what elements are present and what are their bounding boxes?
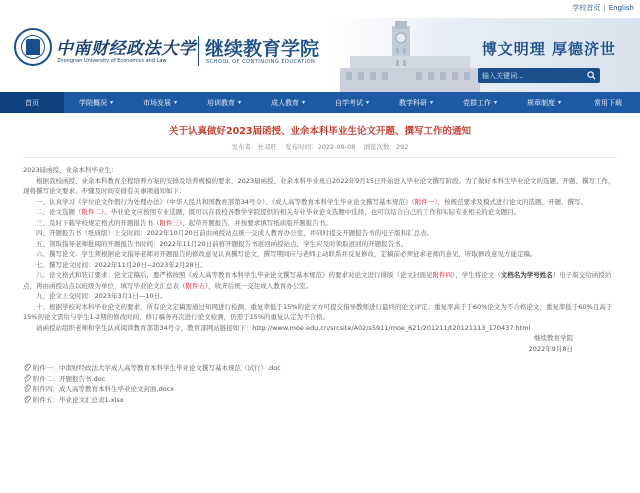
nav-label: 市场发展 <box>142 98 171 107</box>
university-seal-icon[interactable] <box>14 28 52 66</box>
paragraph-6: 六、撰写论文：学生须根据论文指导老师对开题报告的修改意见认真撰写论文，撰写期间应与老师主动联系并反复修改，定稿前必须征求老师的意见，听取修改意见方能定稿。 <box>36 250 537 258</box>
attachment-item[interactable] <box>23 394 617 405</box>
attachment-1-ref[interactable]: （附件一） <box>411 197 438 206</box>
paragraph-moe-link[interactable]: 请函授站组织老师和学生认真阅读教育部第34号令，教育部网站链接如下：http://www.moe.edu.cn/srcsite/A02/s5911/moe_621/201211/t20121113_170437.html <box>36 323 531 332</box>
article <box>0 123 640 405</box>
chevron-down-icon: ▾ <box>365 99 369 106</box>
campus-building-illustration <box>330 18 480 92</box>
nav-label: 学院概况 <box>78 98 107 107</box>
chevron-down-icon: ▾ <box>429 99 433 106</box>
signature-date: 2022年9月8日 <box>528 344 573 353</box>
article-date: 发布时间：2022-09-08 <box>285 143 356 151</box>
paragraph-9: 九、论文上交时间：2023年3月1日—10日。 <box>36 292 167 300</box>
paragraph-5: 五、领取指导老师批阅的开题报告书时间：2022年11月20日前将开题报告书返回函授站点，学生应及时领取返回的开题报告书。 <box>36 239 408 248</box>
chevron-down-icon: ▾ <box>109 99 113 106</box>
paragraph-10: 十、根据学校对本科毕业论文的要求，所有论文定稿需通过知网进行检测，重复率低于15%的论文方可提交指导教师进行最终的论文评定；重复率高于于60%论文为不合格论文；重复率低于60%且高于15%的论文需给与学生1-2期的修改时间，修订稿务再次进行论文检测，仍需于15%的重复认定为不合格。 <box>23 302 613 321</box>
main-nav <box>0 92 640 113</box>
text: ，起草开题报告，并按要求填写纸质版开题报告书。 <box>182 218 332 227</box>
paperclip-icon <box>23 363 31 372</box>
article-publisher: 发布者：杜邓旺 <box>231 143 278 151</box>
attachment-item[interactable] <box>23 373 617 384</box>
nav-item-training[interactable] <box>192 92 256 113</box>
attachment-4-ref[interactable]: 附件四 <box>432 271 452 279</box>
attachment-link[interactable]: 附件一：中南财经政法大学成人高等教育本科学生毕业论文撰写基本规范（试行）.doc <box>33 363 281 372</box>
nav-item-about[interactable] <box>64 92 128 113</box>
text: ，按规范要求及模式进行论文的选题、开题、撰写。 <box>437 197 588 206</box>
text: ），学生将论文（ <box>452 271 501 279</box>
nav-label: 常用下载 <box>594 98 622 107</box>
paperclip-icon <box>23 384 31 393</box>
nav-label: 自学考试 <box>334 98 363 107</box>
signature <box>23 333 617 354</box>
article-title: 关于认真做好2023届函授、业余本科毕业生论文开题、撰写工作的通知 <box>169 126 471 137</box>
search-input[interactable] <box>482 70 582 81</box>
nav-label: 培训教育 <box>206 98 235 107</box>
university-name-en: Zhongnan University of Economics and Law <box>57 58 167 64</box>
site-header <box>0 18 640 92</box>
title-divider <box>23 157 617 158</box>
attachment-link[interactable]: 附件四：成人高等教育本科生毕业论文封面.docx <box>33 385 175 394</box>
nav-label: 教学科研 <box>398 98 427 107</box>
nav-item-home[interactable] <box>0 92 64 113</box>
text: 二、论文选题 <box>36 208 75 216</box>
signature-org: 继续教育学院 <box>534 334 573 342</box>
article-body <box>23 165 617 333</box>
filename-rule: 文档名为学号姓名 <box>500 271 553 279</box>
text: 。毕业论文应按照专业选题，既可以在我校各教学学院提供的相关专业毕业论文选题中选择，也可以结合自己的工作和实际专业相关的论文题目。 <box>104 208 521 216</box>
attachment-5-ref[interactable]: （附件五） <box>179 281 209 290</box>
article-views: 浏览次数：292 <box>363 143 409 151</box>
nav-item-teaching-research[interactable] <box>384 92 448 113</box>
attachment-link[interactable]: 附件二：开题报告书.doc <box>33 374 106 383</box>
logo-divider <box>198 36 199 66</box>
paragraph-1 <box>23 197 617 208</box>
college-name-en: SCHOOL OF CONTINUING EDUCATION <box>206 59 316 65</box>
text: 八、论文格式和装订要求：论文定稿后，要严格按照《成人高等教育本科学生毕业论文撰写基本规范》的要求对论文进行排版（论文封面见 <box>36 271 433 279</box>
nav-item-market[interactable] <box>128 92 192 113</box>
text: 一、认真学习《学位论文作假行为处理办法》（中华人民共和国教育部第34号令）、《成人高等教育本科学生毕业论文撰写基本规范》 <box>36 197 412 206</box>
nav-item-self-study-exam[interactable] <box>320 92 384 113</box>
search-box <box>478 68 600 83</box>
text: ）电子版交给函授站点，再由函授站点以班级为单位，填写毕业论文汇总表 <box>23 271 612 290</box>
salutation: 2023届函授、业余本科毕业生： <box>23 166 118 174</box>
paperclip-icon <box>23 374 31 383</box>
paragraph-3 <box>23 218 617 229</box>
search-icon[interactable] <box>587 71 596 80</box>
english-link[interactable]: English <box>608 4 634 12</box>
text: ，收齐后统一交往成人教育办公室。 <box>208 281 313 290</box>
paragraph-8 <box>23 270 617 291</box>
paragraph-4: 四、开题报告书（纸质版）上交时间：2022年10月20日前由函授站点统一交成人教育办公室，并同时提交开题报告书的电子版和汇总表。 <box>36 229 434 237</box>
nav-item-adult-education[interactable] <box>256 92 320 113</box>
nav-label: 成人教育 <box>270 98 299 107</box>
nav-item-downloads[interactable] <box>576 92 640 113</box>
nav-label: 党群工作 <box>462 98 491 107</box>
nav-label: 规章制度 <box>526 98 555 107</box>
nav-item-regulations[interactable] <box>512 92 576 113</box>
article-meta <box>23 142 617 151</box>
paragraph-intro: 根据我校函授、业余本科教育全程培养方案的安排及培养规模的要求，2023届函授、业余本科毕业班自2022年9月15日开始进入毕业论文撰写阶段。为了做好本科生毕业论文的选题、开题、撰写工作，现将撰写论文要求、步骤及时间安排有关事项通知如下： <box>23 176 615 195</box>
motto: 博文明理 厚德济世 <box>481 40 616 58</box>
chevron-down-icon: ▾ <box>493 99 497 106</box>
top-links <box>572 3 634 13</box>
school-home-link[interactable]: 学校首页 <box>572 4 601 12</box>
paragraph-2 <box>23 207 617 218</box>
chevron-down-icon: ▾ <box>173 99 177 106</box>
nav-label: 首页 <box>25 98 39 107</box>
top-links-separator: | <box>603 4 606 12</box>
college-name: 继续教育学院 <box>205 38 320 60</box>
university-name: 中南财经政法大学 <box>56 39 196 59</box>
chevron-down-icon: ▾ <box>237 99 241 106</box>
attachment-item[interactable] <box>23 384 617 395</box>
top-bar <box>0 0 640 18</box>
attachment-link[interactable]: 附件五：毕业论文汇总表1.xlsx <box>33 396 124 405</box>
attachment-2-ref[interactable]: （附件二） <box>75 208 105 216</box>
attachment-3-ref[interactable]: （附件三） <box>153 218 183 227</box>
chevron-down-icon: ▾ <box>301 99 305 106</box>
paragraph-7: 七、撰写论文时间：2022年11月20日--2023年2月28日。 <box>36 260 207 269</box>
paperclip-icon <box>23 395 31 404</box>
attachment-item[interactable] <box>23 362 617 373</box>
text: 三、及时下载学校规定格式的开题报告书 <box>36 218 153 227</box>
attachment-list <box>23 362 617 405</box>
chevron-down-icon: ▾ <box>557 99 561 106</box>
nav-item-party-work[interactable] <box>448 92 512 113</box>
